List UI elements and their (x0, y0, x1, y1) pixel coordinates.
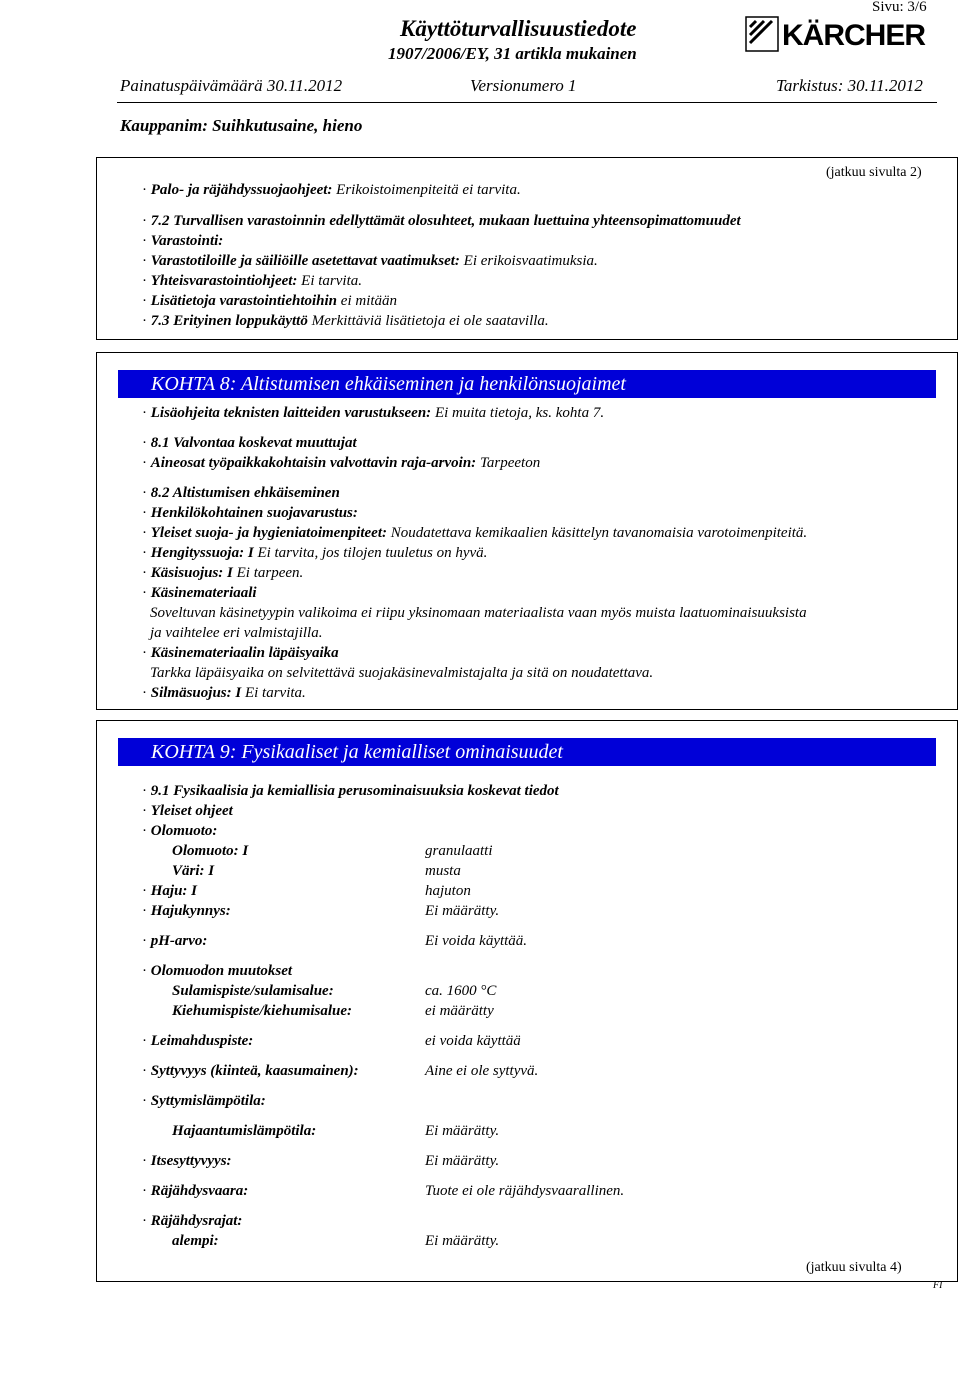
property-value: ca. 1600 °C (425, 983, 497, 999)
hygiene-label: Yleiset suoja- ja hygieniatoimenpiteet: (150, 525, 387, 541)
glove-material-text-1: Soveltuvan käsinetyypin valikoima ei riipu yksinomaan materiaalista vaan myös muista laatuominaisuuksista (150, 605, 807, 621)
limit-values-line: · Aineosat työpaikkakohtaisin valvottavin raja-arvoin: Tarpeeton (142, 455, 541, 471)
property-label: · Itsesyttyvyys: (142, 1153, 232, 1169)
logo-swoosh-icon (746, 17, 778, 51)
product-name: Kauppanim: Suihkutusaine, hieno (120, 116, 363, 135)
property-value: Ei määrätty. (425, 1153, 500, 1169)
property-value: hajuton (425, 883, 471, 899)
penetration-time-label: Käsinemateriaalin läpäisyaika (150, 645, 339, 661)
storage-line: · Varastointi: (142, 233, 224, 249)
version-number: Versionumero 1 (470, 76, 577, 95)
glove-material-line: · Käsinemateriaali (142, 585, 257, 601)
hygiene-line: · Yleiset suoja- ja hygieniatoimenpiteet: Noudatettava kemikaalien käsittelyn tavanomaisia varotoimenpiteitä. (142, 525, 808, 541)
property-value: Ei määrätty. (425, 903, 500, 919)
end-use-line: · 7.3 Erityinen loppukäyttö Merkittäviä lisätietoja ei ole saatavilla. (142, 313, 549, 329)
general-info-label: Yleiset ohjeet (150, 803, 233, 819)
property-value: Tuote ei ole räjähdysvaarallinen. (425, 1183, 625, 1199)
joint-storage-value: Ei tarvita. (301, 273, 362, 289)
glove-material-label: Käsinemateriaali (150, 585, 257, 601)
penetration-time-line: · Käsinemateriaalin läpäisyaika (142, 645, 339, 661)
heading-8-2-text: 8.2 Altistumisen ehkäiseminen (150, 485, 340, 501)
property-value: Ei voida käyttää. (425, 933, 528, 949)
storage-extra-value: ei mitään (340, 293, 398, 309)
property-label: · Hajukynnys: (142, 903, 231, 919)
section-8-title: KOHTA 8: Altistumisen ehkäiseminen ja henkilönsuojaimet (118, 370, 936, 398)
property-label: Kiehumispiste/kiehumisalue: (172, 1003, 353, 1019)
storage-requirements-line: · Varastotiloille ja säiliöille asetettavat vaatimukset: Ei erikoisvaatimuksia. (142, 253, 598, 269)
language-code: FI (933, 1280, 943, 1291)
limit-values-label: Aineosat työpaikkakohtaisin valvottavin raja-arvoin: (150, 455, 477, 471)
property-label: alempi: (172, 1233, 219, 1249)
property-label: · Haju: I (142, 883, 198, 899)
hygiene-value: Noudatettava kemikaalien käsittelyn tavanomaisia varotoimenpiteitä. (390, 525, 808, 541)
fire-protection-value: Erikoistoimenpiteitä ei tarvita. (336, 182, 521, 198)
heading-8-1: · 8.1 Valvontaa koskevat muuttujat (142, 435, 357, 451)
ppe-line: · Henkilökohtainen suojavarustus: (142, 505, 358, 521)
property-value: Ei määrätty. (425, 1233, 500, 1249)
hand-protection-line: · Käsisuojus: I Ei tarpeen. (142, 565, 304, 581)
penetration-time-text: Tarkka läpäisyaika on selvitettävä suojakäsinevalmistajalta ja sitä on noudatettava. (150, 665, 654, 681)
appearance-line: · Olomuoto: (142, 823, 218, 839)
end-use-label: 7.3 Erityinen loppukäyttö (150, 313, 308, 329)
eye-protection-line: · Silmäsuojus: I Ei tarvita. (142, 685, 306, 701)
property-label: · Räjähdysrajat: (142, 1213, 243, 1229)
appearance-label: Olomuoto: (150, 823, 218, 839)
regulation-reference: 1907/2006/EY, 31 artikla mukainen (388, 44, 637, 63)
property-label: · Räjähdysvaara: (142, 1183, 249, 1199)
property-label: · pH-arvo: (142, 933, 208, 949)
property-label: · Olomuodon muutokset (142, 963, 293, 979)
heading-7-2: · 7.2 Turvallisen varastoinnin edellyttämät olosuhteet, mukaan luettuina yhteensopimattomuudet (142, 213, 741, 229)
tech-equipment-value: Ei muita tietoja, ks. kohta 7. (434, 405, 605, 421)
logo-text: KÄRCHER (782, 19, 925, 52)
property-value: granulaatti (425, 843, 493, 859)
joint-storage-line: · Yhteisvarastointiohjeet: Ei tarvita. (142, 273, 362, 289)
respiratory-line: · Hengityssuoja: I Ei tarvita, jos tilojen tuuletus on hyvä. (142, 545, 488, 561)
property-label: Väri: I (172, 863, 215, 879)
property-label: · Syttymislämpötila: (142, 1093, 266, 1109)
page-number: Sivu: 3/6 (872, 0, 927, 15)
limit-values-value: Tarpeeton (479, 455, 541, 471)
continued-to-note: (jatkuu sivulta 4) (806, 1260, 902, 1275)
revision-date: Tarkistus: 30.11.2012 (776, 76, 923, 95)
storage-requirements-label: Varastotiloille ja säiliöille asetettavat vaatimukset: (150, 253, 460, 269)
end-use-value: Merkittäviä lisätietoja ei ole saatavilla. (311, 313, 549, 329)
print-date: Painatuspäivämäärä 30.11.2012 (120, 76, 343, 95)
property-value: ei voida käyttää (425, 1033, 521, 1049)
tech-equipment-label: Lisäohjeita teknisten laitteiden varustukseen: (150, 405, 432, 421)
storage-label: Varastointi: (150, 233, 224, 249)
heading-7-2-text: 7.2 Turvallisen varastoinnin edellyttämät olosuhteet, mukaan luettuina yhteensopimattomuudet (150, 213, 741, 229)
tech-equipment-line: · Lisäohjeita teknisten laitteiden varustukseen: Ei muita tietoja, ks. kohta 7. (142, 405, 605, 421)
storage-extra-label: Lisätietoja varastointiehtoihin (150, 293, 338, 309)
hand-protection-value: Ei tarpeen. (236, 565, 304, 581)
respiratory-label: Hengityssuoja: I (150, 545, 254, 561)
property-label: · Leimahduspiste: (142, 1033, 254, 1049)
property-label: Hajaantumislämpötila: (172, 1123, 317, 1139)
storage-requirements-value: Ei erikoisvaatimuksia. (463, 253, 598, 269)
hand-protection-label: Käsisuojus: I (150, 565, 233, 581)
heading-8-1-text: 8.1 Valvontaa koskevat muuttujat (150, 435, 357, 451)
property-label: · Syttyvyys (kiinteä, kaasumainen): (142, 1063, 359, 1079)
general-info-line: · Yleiset ohjeet (142, 803, 233, 819)
karcher-logo (742, 13, 948, 53)
document-title: Käyttöturvallisuustiedote (400, 16, 637, 41)
respiratory-value: Ei tarvita, jos tilojen tuuletus on hyvä. (257, 545, 488, 561)
heading-9-1-text: 9.1 Fysikaalisia ja kemiallisia perusominaisuuksia koskevat tiedot (150, 783, 559, 799)
continued-from-note: (jatkuu sivulta 2) (826, 165, 922, 180)
property-label: Sulamispiste/sulamisalue: (172, 983, 334, 999)
property-value: ei määrätty (425, 1003, 494, 1019)
property-value: Ei määrätty. (425, 1123, 500, 1139)
section-9-title: KOHTA 9: Fysikaaliset ja kemialliset ominaisuudet (118, 738, 936, 766)
fire-protection-line: · Palo- ja räjähdyssuojaohjeet: Erikoistoimenpiteitä ei tarvita. (142, 182, 521, 198)
fire-protection-label: Palo- ja räjähdyssuojaohjeet: (150, 182, 333, 198)
glove-material-text-2: ja vaihtelee eri valmistajilla. (150, 625, 323, 641)
header-divider (117, 102, 937, 103)
joint-storage-label: Yhteisvarastointiohjeet: (150, 273, 298, 289)
heading-8-2: · 8.2 Altistumisen ehkäiseminen (142, 485, 340, 501)
ppe-label: Henkilökohtainen suojavarustus: (150, 505, 358, 521)
property-value: Aine ei ole syttyvä. (425, 1063, 539, 1079)
property-label: Olomuoto: I (172, 843, 249, 859)
eye-protection-value: Ei tarvita. (244, 685, 306, 701)
eye-protection-label: Silmäsuojus: I (150, 685, 242, 701)
property-value: musta (425, 863, 461, 879)
storage-extra-line: · Lisätietoja varastointiehtoihin ei mitään (142, 293, 398, 309)
heading-9-1: · 9.1 Fysikaalisia ja kemiallisia perusominaisuuksia koskevat tiedot (142, 783, 559, 799)
